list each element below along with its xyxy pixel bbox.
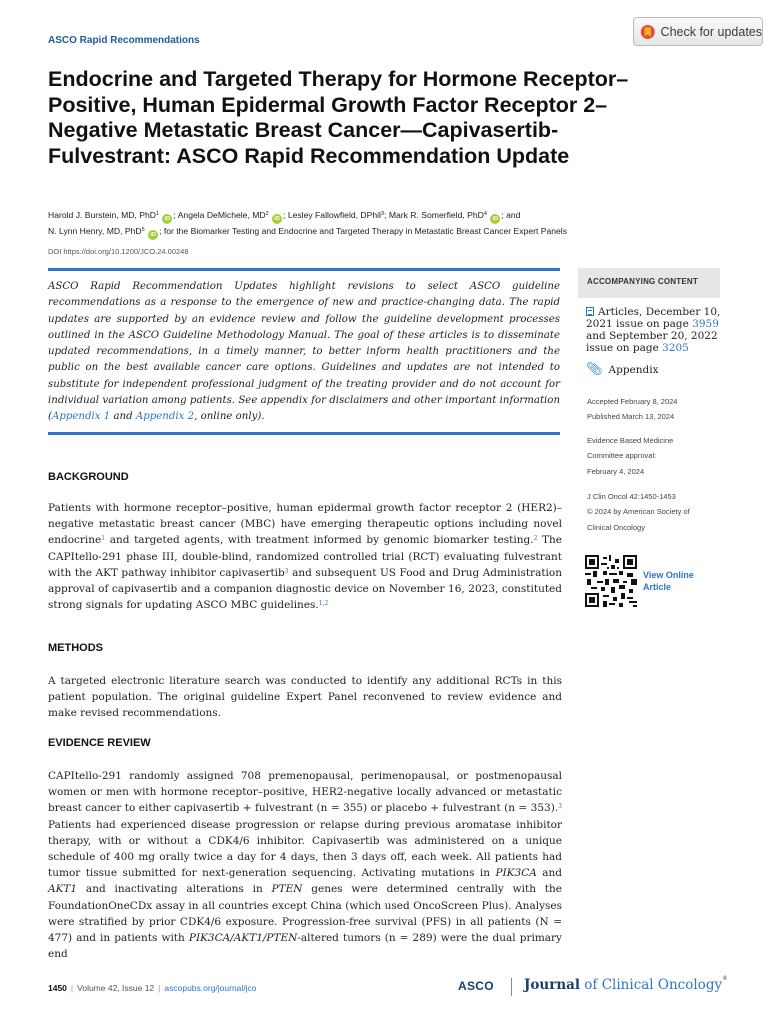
- reference-link[interactable]: 3: [558, 803, 562, 811]
- text: and inactivating alterations in: [77, 883, 272, 896]
- text: Journal: [524, 977, 581, 993]
- footer-divider: [511, 978, 512, 996]
- reference-link[interactable]: 2: [533, 535, 538, 543]
- intro-rule-top: [48, 268, 560, 271]
- gene-name: PIK3CA/AKT1/PTEN: [188, 932, 298, 945]
- check-for-updates-label: Check for updates: [660, 24, 762, 39]
- author-name: N. Lynn Henry, MD, PhD: [48, 226, 142, 236]
- reference-link[interactable]: 1: [101, 535, 106, 543]
- author-name: Lesley Fallowfield, DPhil: [287, 210, 381, 220]
- heading-background: BACKGROUND: [48, 471, 129, 483]
- appendix-2-link[interactable]: Appendix 2: [135, 411, 195, 423]
- text: Article: [643, 582, 672, 592]
- section-label: ASCO Rapid Recommendations: [48, 35, 200, 46]
- text: © 2024 by American Society of: [587, 507, 690, 517]
- methods-paragraph: A targeted electronic literature search was conducted to identify any additional RCTs in this patient population. The original guideline Expert Panel reconvened to review evidence and make revised recommendations.: [48, 675, 562, 720]
- text: and targeted agents, with treatment informed by genomic biomarker testing.: [105, 534, 534, 547]
- article-title: Endocrine and Targeted Therapy for Hormone Receptor–Positive, Human Epidermal Growth Factor Receptor 2–Negative Metastatic Breast Cancer—Capivasertib-Fulvestrant: ASCO Rapid Recommendation Update: [48, 67, 629, 168]
- text: February 4, 2024: [587, 466, 645, 476]
- published-date: Published March 13, 2024: [587, 412, 675, 422]
- intro-text: ASCO Rapid Recommendation Updates highlight revisions to select ASCO guideline recommendations as a response to the emergence of new and practice-changing data. The rapid updates are supported by an evidence review and follow the guideline development processes outlined in the ASCO Guideline Methodology Manual. The goal of these articles is to disseminate updated recommendations, in a timely manner, to better inform health practitioners and the public on the best available cancer care options. Guidelines and updates are not intended to substitute for independent professional judgment of the treating provider and do not account for individual variation among patients. See appendix for disclaimers and other important information (: [48, 281, 560, 423]
- document-icon: [586, 307, 594, 316]
- heading-evidence-review: EVIDENCE REVIEW: [48, 737, 151, 749]
- page-number: 1450: [48, 983, 67, 993]
- text: -altered tumors (n = 289) were the dual primary end: [48, 932, 562, 961]
- gene-name: AKT1: [48, 883, 78, 896]
- page-3205-link[interactable]: 3205: [662, 342, 689, 354]
- author-list: Harold J. Burstein, MD, PhD$^1$ iD ; Angela DeMichele, $MD^2$ iD ; Lesley Fallowfield, DPhil$^3$; Mark R. Somerfield, PhD$^4$ iD ; and N. Lynn Henry, MD, PhD$^5$ iD ; for the Biomarker Testing and Endocrine and Targeted Therapy in Metastatic Breast Cancer Expert Panels: [48, 210, 568, 238]
- ebm-approval: [587, 433, 727, 479]
- intro-note: [48, 279, 560, 426]
- journal-logo: [524, 977, 728, 993]
- text: and subsequent US Food and Drug Administration approval of capivasertib and a companion diagnostic device on November 16, 2023, constituted strong signals for updating ASCO MBC guidelines.: [48, 566, 562, 612]
- appendix-1-link[interactable]: Appendix 1: [51, 411, 111, 423]
- text: and September 20, 2022 issue on page: [586, 330, 718, 354]
- accepted-date: Accepted February 8, 2024: [587, 397, 678, 406]
- page-3959-link[interactable]: 3959: [692, 318, 719, 330]
- footer-citation: 1450 | Volume 42, Issue 12 | ascopubs.org/journal/jco: [48, 983, 257, 993]
- sidebar: [578, 268, 720, 377]
- reference-link[interactable]: 1,2: [318, 600, 329, 608]
- text: Patients had experienced disease progression or relapse during previous aromatase inhibitor therapy, with or without a CDK4/6 inhibitor. Capivasertib was administered on a unique schedule of 400 mg orally twice a day for 4 days, then 3 days off, each week. All patients had tumor tissue submitted for next-generation sequencing. Activating mutations in: [48, 818, 562, 880]
- text: Committee approval:: [587, 451, 657, 461]
- doi-link[interactable]: DOI https://doi.org/10.1200/JCO.24.00248: [48, 247, 189, 256]
- orcid-icon[interactable]: iD: [148, 230, 158, 240]
- crossmark-icon: [640, 23, 656, 41]
- orcid-icon[interactable]: iD: [272, 214, 282, 224]
- orcid-icon[interactable]: iD: [490, 214, 500, 224]
- text: genes were determined centrally with the FoundationOneCDx assay in all countries except China (which used OncoScreen Plus). Analyses were stratified by prior CDK4/6 exposure. Progression-free survival (PFS) in all patients (N = 477) and in patients with: [48, 883, 562, 945]
- heading-methods: METHODS: [48, 642, 103, 654]
- author-name: Mark R. Somerfield, PhD: [388, 210, 484, 220]
- qr-code-icon[interactable]: [585, 555, 637, 607]
- view-online-article-link[interactable]: [643, 569, 694, 593]
- appendix-label: Appendix: [608, 363, 659, 376]
- text: Patients with hormone receptor–positive, human epidermal growth factor receptor 2 (HER2)–negative metastatic breast cancer (MBC) have emerging therapeutic options including novel endocrine: [48, 502, 562, 547]
- text: Evidence Based Medicine: [587, 436, 674, 445]
- author-name: Harold J. Burstein, MD, PhD: [48, 210, 156, 220]
- author-panel-note: ; for the Biomarker Testing and Endocrine and Targeted Therapy in Metastatic Breast Cancer Expert Panels: [159, 226, 568, 236]
- publication-dates: [587, 394, 727, 425]
- intro-end: , online only).: [194, 411, 265, 423]
- evidence-paragraph: [48, 768, 562, 962]
- text: of Clinical Oncology: [580, 977, 723, 993]
- accompanying-content-header: ACCOMPANYING CONTENT: [578, 268, 720, 298]
- volume-issue: Volume 42, Issue 12: [77, 983, 155, 993]
- text: CAPItello-291 randomly assigned 708 premenopausal, perimenopausal, or postmenopausal women or men with hormone receptor–positive, HER2-negative locally advanced or metastatic breast cancer to either capivasertib + fulvestrant (n = 355) or placebo + fulvestrant (n = 353).: [48, 770, 562, 815]
- orcid-icon[interactable]: iD: [162, 214, 172, 224]
- journal-url-link[interactable]: ascopubs.org/journal/jco: [164, 983, 257, 993]
- text: ®: [722, 976, 728, 982]
- paperclip-icon: 📎︎: [586, 362, 603, 377]
- asco-logo: ASCO: [458, 979, 494, 993]
- appendix-link[interactable]: [586, 362, 720, 377]
- gene-name: PTEN: [271, 883, 303, 896]
- accompanying-articles: [586, 306, 722, 354]
- text: Articles, December 10, 2021 issue on page: [586, 306, 721, 330]
- intro-rule-bottom: [48, 432, 560, 435]
- text: Clinical Oncology: [587, 522, 645, 532]
- intro-mid: and: [110, 411, 136, 423]
- gene-name: PIK3CA: [495, 867, 537, 880]
- text: J Clin Oncol 42:1450-1453: [587, 492, 676, 501]
- background-paragraph: [48, 500, 562, 613]
- text: The CAPItello-291 phase III, double-blind, randomized controlled trial (RCT) evaluating fulvestrant with the AKT pathway inhibitor capivasertib: [48, 534, 562, 579]
- text: View Online: [643, 570, 694, 580]
- text: and: [536, 867, 562, 880]
- check-for-updates-button[interactable]: [633, 17, 763, 46]
- citation-info: [587, 489, 727, 535]
- reference-link[interactable]: 3: [284, 567, 289, 575]
- author-name: Angela DeMichele, MD: [177, 210, 266, 220]
